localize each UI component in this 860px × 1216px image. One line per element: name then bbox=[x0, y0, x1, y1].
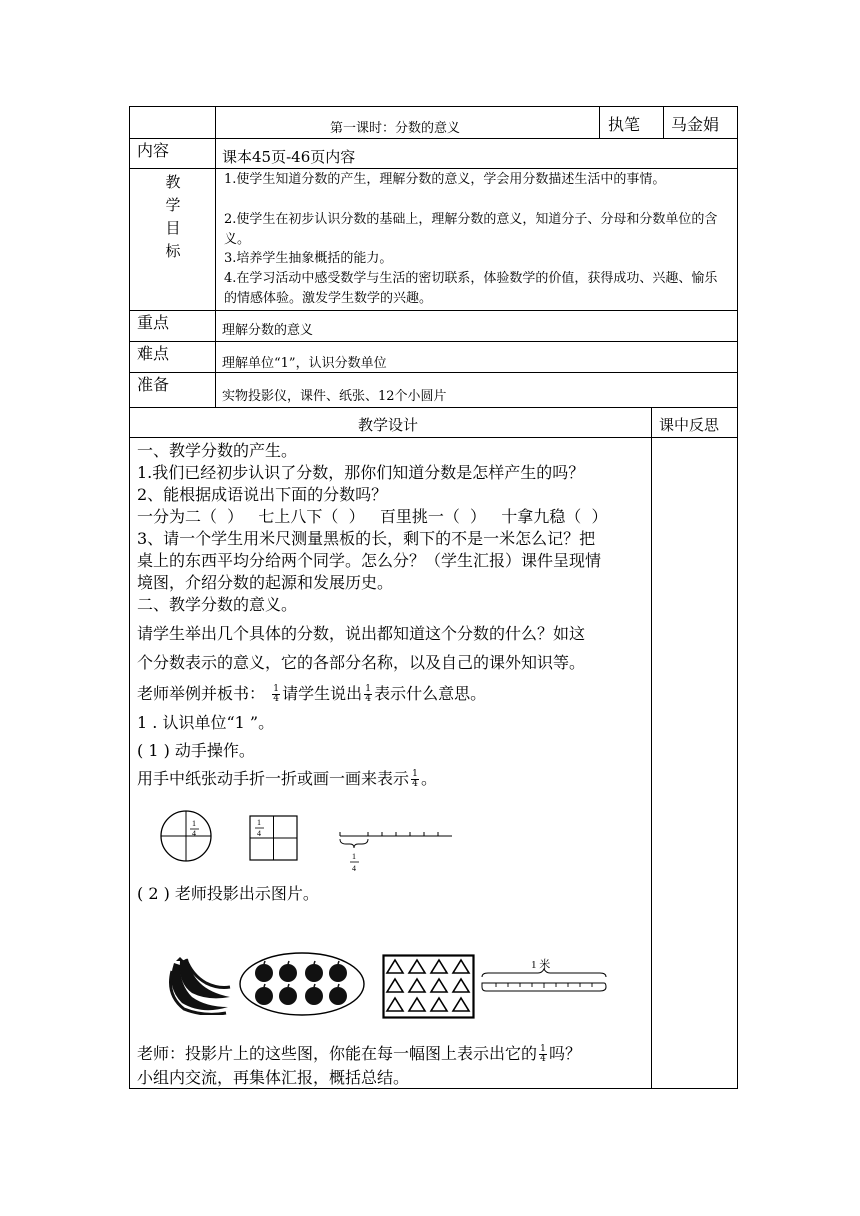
design-line: 1 . 认识单位“1 ”。 bbox=[137, 713, 275, 732]
author-label: 执笔 bbox=[608, 115, 641, 134]
board-text-b: 请学生说出 bbox=[282, 684, 363, 703]
fig-fraction-num: 1 bbox=[352, 852, 356, 861]
figure-circle-quarter bbox=[158, 808, 214, 864]
goals-label-char: 标 bbox=[165, 242, 181, 260]
prep-label: 准备 bbox=[137, 375, 170, 394]
reflection-heading: 课中反思 bbox=[659, 416, 720, 434]
difficulty-value: 理解单位“1”，认识分数单位 bbox=[222, 356, 387, 371]
goal-item-3: 3.培养学生抽象概括的能力。 bbox=[224, 251, 393, 266]
author-name: 马金娟 bbox=[671, 115, 720, 134]
design-line: 一、教学分数的产生。 bbox=[137, 441, 298, 460]
header-divider-2 bbox=[663, 106, 664, 139]
lesson-title: 第一课时：分数的意义 bbox=[330, 121, 461, 136]
goal-item-4: 4.在学习活动中感受数学与生活的密切联系，体验数学的价值，获得成功、兴趣、愉乐的情感体验。激发学生数学的兴趣。 bbox=[224, 271, 718, 306]
row-divider bbox=[129, 341, 738, 342]
row-divider bbox=[129, 168, 738, 169]
figure-ruler-one-meter bbox=[480, 955, 608, 997]
figure-bananas bbox=[162, 957, 234, 1015]
design-line: 境图，介绍分数的起源和发展历史。 bbox=[137, 573, 394, 592]
board-text-c: 表示什么意思。 bbox=[374, 684, 487, 703]
table-border-right bbox=[737, 106, 738, 1089]
goals-label-char: 学 bbox=[165, 196, 181, 214]
prep-value: 实物投影仪，课件、纸张、12个小圆片 bbox=[222, 389, 447, 404]
design-line: ( 1 ) 动手操作。 bbox=[137, 741, 255, 760]
design-line-teacher: 老师：投影片上的这些图，你能在每一幅图上表示出它的 $\frac{1}{4}$ 吗？ bbox=[137, 1044, 582, 1064]
fraction-quarter: $\frac{1}{4}$ bbox=[540, 1044, 546, 1064]
goal-item-1: 1.使学生知道分数的产生，理解分数的意义，学会用分数描述生活中的事情。 bbox=[224, 172, 666, 187]
row-divider bbox=[129, 437, 738, 438]
goals-label-char: 目 bbox=[165, 219, 181, 237]
design-line: 2、能根据成语说出下面的分数吗？ bbox=[137, 485, 388, 504]
one-meter-label: 1 米 bbox=[531, 959, 551, 971]
goals-label-char: 教 bbox=[165, 173, 181, 191]
fraction-quarter: $\frac{1}{4}$ bbox=[412, 769, 418, 789]
fig-fraction-den: 4 bbox=[352, 864, 356, 873]
row-divider bbox=[129, 138, 738, 139]
design-heading: 教学设计 bbox=[358, 416, 419, 434]
design-line: ( 2 ) 老师投影出示图片。 bbox=[137, 884, 319, 903]
design-line-board bbox=[137, 683, 486, 705]
board-text-a: 老师举例并板书： bbox=[137, 684, 266, 703]
figure-square-quarter bbox=[249, 815, 299, 861]
difficulty-label: 难点 bbox=[137, 344, 170, 363]
content-value: 课本45页-46页内容 bbox=[222, 148, 356, 166]
fig-fraction-den: 4 bbox=[257, 829, 261, 838]
design-line: 二、教学分数的意义。 bbox=[137, 595, 298, 614]
row-divider bbox=[129, 372, 738, 373]
table-border-left bbox=[129, 106, 130, 1089]
fig-fraction-den: 4 bbox=[192, 829, 196, 838]
fraction-quarter: $\frac{1}{4}$ bbox=[273, 684, 279, 704]
figure-apples bbox=[238, 951, 366, 1017]
key-label: 重点 bbox=[137, 313, 170, 332]
design-line: 3、请一个学生用米尺测量黑板的长，剩下的不是一米怎么记？把 bbox=[137, 529, 596, 548]
fig-fraction-num: 1 bbox=[257, 818, 261, 827]
design-line: 个分数表示的意义，它的各部分名称，以及自己的课外知识等。 bbox=[137, 653, 586, 672]
row-divider bbox=[129, 407, 738, 408]
design-line: 桌上的东西平均分给两个同学。怎么分？（学生汇报）课件呈现情 bbox=[137, 551, 602, 570]
design-line: 1.我们已经初步认识了分数，那你们知道分数是怎样产生的吗？ bbox=[137, 463, 585, 482]
label-column-divider bbox=[215, 106, 216, 408]
figure-triangles bbox=[382, 954, 476, 1020]
goal-item-2: 2.使学生在初步认识分数的基础上，理解分数的意义，知道分子、分母和分数单位的含义。 bbox=[224, 212, 718, 247]
fraction-quarter: $\frac{1}{4}$ bbox=[365, 684, 371, 704]
fig-fraction-num: 1 bbox=[192, 819, 196, 828]
design-line: 请学生举出几个具体的分数，说出都知道这个分数的什么？如这 bbox=[137, 624, 586, 643]
key-value: 理解分数的意义 bbox=[222, 323, 314, 338]
design-line: 一分为二（ ） 七上八下（ ） 百里挑一（ ） 十拿九稳（ ） bbox=[137, 507, 608, 526]
reflection-column-divider bbox=[651, 407, 652, 1089]
design-line-fold: 用手中纸张动手折一折或画一画来表示 $\frac{1}{4}$ 。 bbox=[137, 769, 438, 789]
design-line: 小组内交流，再集体汇报，概括总结。 bbox=[137, 1068, 410, 1087]
row-divider bbox=[129, 310, 738, 311]
figure-line-quarter bbox=[336, 828, 456, 876]
table-border-top bbox=[129, 106, 738, 107]
content-label: 内容 bbox=[137, 141, 170, 160]
header-divider-1 bbox=[599, 106, 600, 139]
